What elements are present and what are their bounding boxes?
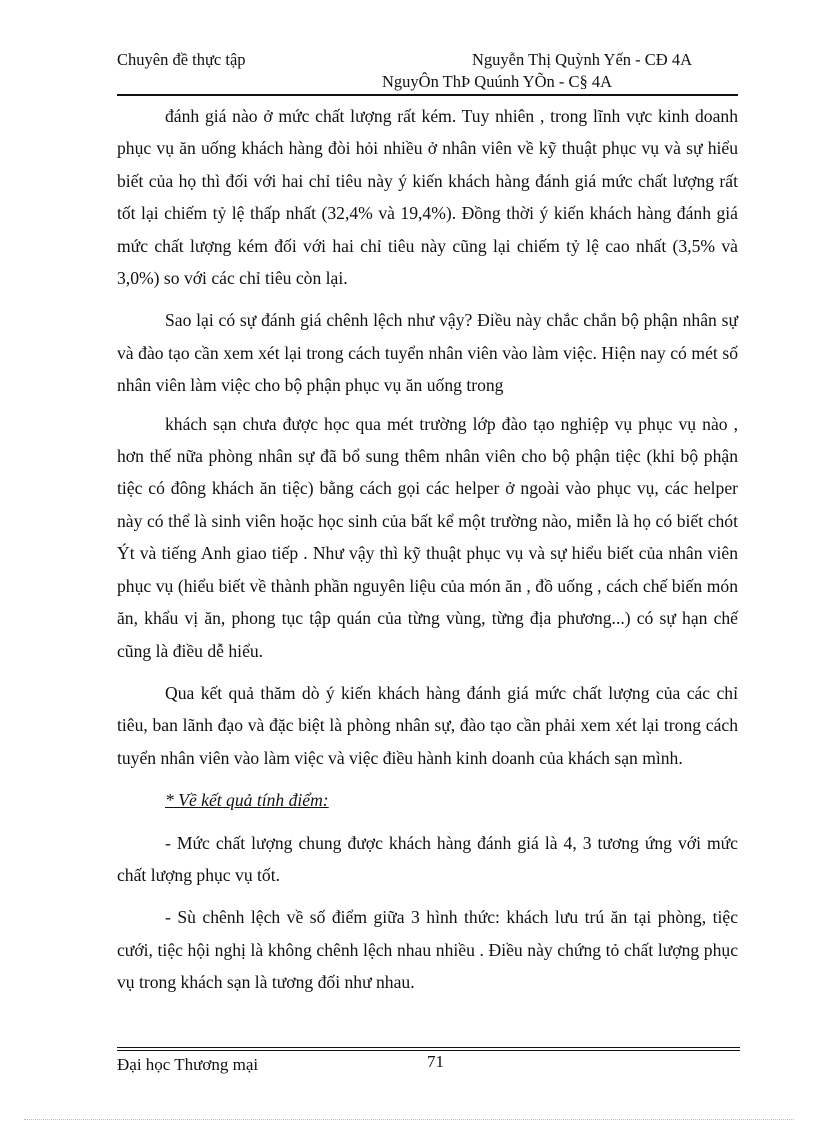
header-left-title: Chuyên đề thực tập [117,50,246,69]
footer-rule-top [117,1047,740,1048]
paragraph-2: Sao lại có sự đánh giá chênh lệch như vậy? Điều này chắc chắn bộ phận nhân sự và đào tạo cần xem xét lại trong cách tuyển nhân viên vào làm việc. Hiện nay có mét số nhân viên làm việc cho bộ phận phục vụ ăn uống trong [117,310,738,396]
page-number: 71 [427,1052,444,1071]
header-rule [117,94,738,96]
paragraph-3: khách sạn chưa được học qua mét trường lớp đào tạo nghiệp vụ phục vụ nào , hơn thế nữa phòng nhân sự đã bổ sung thêm nhân viên cho bộ phận tiệc (khi bộ phận tiệc có đông khách ăn tiệc) bằng cách gọi các helper ở ngoài vào phục vụ, các helper này có thể là sinh viên hoặc học sinh của bất kể một trường nào, miễn là họ có biết chót Ýt và tiếng Anh giao tiếp . Như vậy thì kỹ thuật phục vụ và sự hiểu biết của nhân viên phục vụ (hiểu biết về thành phần nguyên liệu của món ăn , đồ uống , cách chế biến món ăn, khẩu vị ăn, phong tục tập quán của từng vùng, từng địa phương...) có sự hạn chế cũng là điều dễ hiểu. [117,413,738,661]
body-text [117,100,738,999]
bullet-2: - Sù chênh lệch về số điểm giữa 3 hình thức: khách lưu trú ăn tại phòng, tiệc cưới, tiệc hội nghị là không chênh lệch nhau nhiều . Điều này chứng tỏ chất lượng phục vụ trong khách sạn là tương đối như nhau. [117,907,738,993]
footer-rule-bottom [117,1050,740,1051]
header-author-garbled: NguyÔn ThÞ Quúnh YÕn - C§ 4A [382,72,613,91]
page-edge-dotted-line [24,1119,794,1120]
paragraph-1: đánh giá nào ở mức chất lượng rất kém. Tuy nhiên , trong lĩnh vực kinh doanh phục vụ ăn uống khách hàng đòi hỏi nhiều ở nhân viên về kỹ thuật phục vụ và sự hiểu biết của họ thì đối với hai chỉ tiêu này ý kiến khách hàng đánh giá mức chất lượng rất tốt lại chiếm tỷ lệ thấp nhất (32,4% và 19,4%). Đồng thời ý kiến khách hàng đánh giá mức chất lượng kém đối với hai chỉ tiêu này cũng lại chiếm tỷ lệ cao nhất (3,5% và 3,0%) so với các chỉ tiêu còn lại. [117,106,738,289]
header-author: Nguyễn Thị Quỳnh Yến - CĐ 4A [472,50,692,69]
section-heading-text: * Về kết quả tính điểm: [165,790,329,811]
section-heading [117,784,738,816]
paragraph-4: Qua kết quả thăm dò ý kiến khách hàng đánh giá mức chất lượng của các chỉ tiêu, ban lãnh đạo và đặc biệt là phòng nhân sự, đào tạo cần phải xem xét lại trong cách tuyển nhân viên vào làm việc và việc điều hành kinh doanh của khách sạn mình. [117,682,738,768]
footer-institution: Đại học Thương mại [117,1055,259,1074]
bullet-1: - Mức chất lượng chung được khách hàng đánh giá là 4, 3 tương ứng với mức chất lượng phục vụ tốt. [117,832,738,885]
